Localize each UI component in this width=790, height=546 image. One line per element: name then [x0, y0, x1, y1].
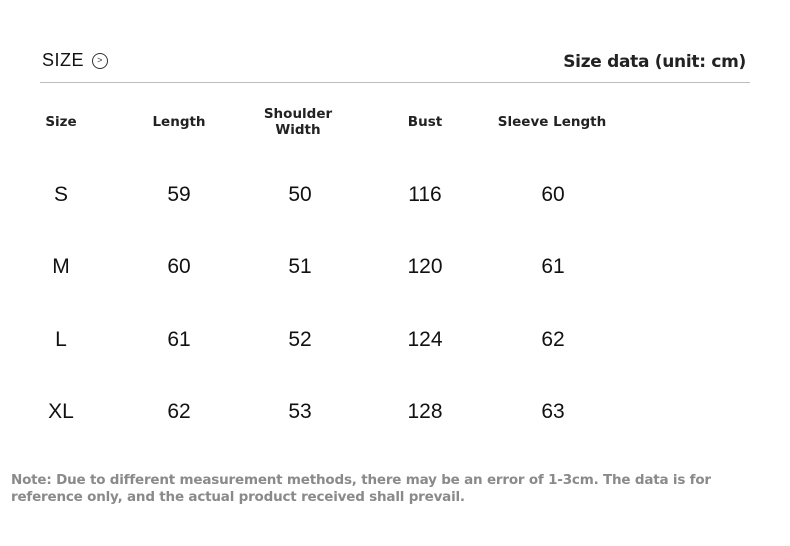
- column-header-sleeve-length-label: Sleeve Length: [497, 114, 607, 130]
- column-header-bust-label: Bust: [407, 114, 443, 130]
- size-title-group: [42, 50, 108, 71]
- table-cell: 60: [167, 255, 191, 278]
- column-header-bust: [408, 114, 442, 130]
- table-cell: 51: [288, 255, 312, 278]
- table-cell: 60: [541, 183, 565, 206]
- table-cell: 116: [408, 183, 442, 206]
- size-header: [40, 46, 750, 83]
- column-header-length-label: Length: [152, 114, 206, 130]
- table-cell: 50: [288, 183, 312, 206]
- column-header-shoulder-line2: Width: [275, 122, 321, 138]
- column-header-shoulder-line1: Shoulder: [263, 106, 333, 122]
- size-title: SIZE: [42, 50, 85, 70]
- table-cell: 52: [288, 328, 312, 351]
- column-header-size: [45, 114, 76, 130]
- table-cell: 128: [407, 400, 443, 423]
- table-cell: 62: [167, 400, 191, 423]
- table-cell: S: [53, 183, 69, 206]
- chevron-right-circle-icon: >: [92, 53, 108, 69]
- column-header-length: [152, 114, 205, 130]
- table-cell: 62: [541, 328, 565, 351]
- column-header-shoulder-width: [264, 106, 332, 138]
- table-cell: 63: [541, 400, 565, 423]
- table-cell: L: [55, 328, 67, 351]
- table-cell: 59: [167, 183, 191, 206]
- table-cell: M: [52, 255, 70, 278]
- table-cell: 120: [407, 255, 443, 278]
- table-cell: 61: [167, 328, 191, 351]
- table-cell: XL: [48, 400, 74, 423]
- column-header-sleeve-length: [498, 114, 606, 130]
- measurement-note: Note: Due to different measurement methods, there may be an error of 1-3cm. The data is for reference only, and the actual product received shall prevail.: [11, 472, 711, 505]
- table-cell: 124: [407, 328, 443, 351]
- table-cell: 53: [288, 400, 312, 423]
- table-cell: 61: [541, 255, 565, 278]
- column-header-size-label: Size: [45, 114, 77, 130]
- unit-label: Size data (unit: cm): [563, 52, 746, 72]
